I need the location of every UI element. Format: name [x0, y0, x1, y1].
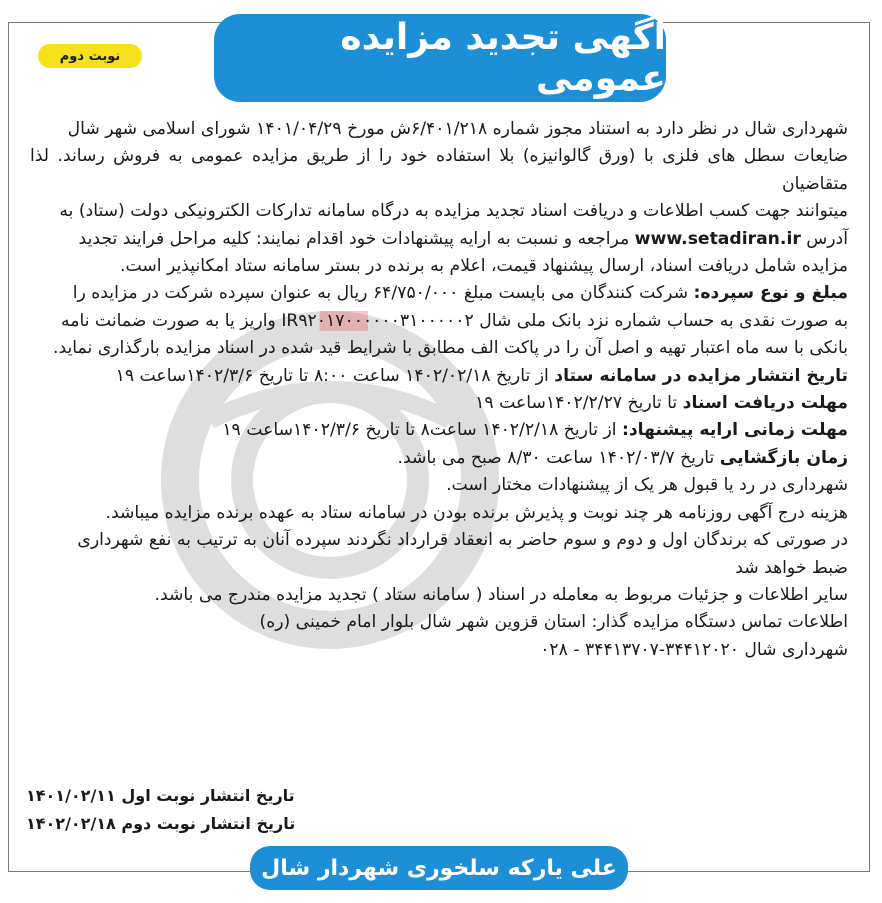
term-line: سایر اطلاعات و جزئیات مربوط به معامله در اسناد ( سامانه ستاد ) تجدید مزایده مندرج می باشد. [154, 584, 848, 605]
second-publication-date: تاریخ انتشار نوبت دوم ۱۴۰۲/۰۲/۱۸ [26, 814, 296, 833]
deposit-line: بانکی با سه ماه اعتبار تهیه و اصل آن را در پاکت الف مطابق با شرایط قید شده در اسناد مزایده بارگذاری نماید. [53, 338, 848, 359]
offer-label: مهلت زمانی ارایه پیشنهاد: [621, 420, 848, 441]
website-link[interactable]: www.setadiran.ir [634, 228, 801, 249]
intro-line: مزایده شامل دریافت اسناد، ارسال پیشنهاد قیمت، اعلام به برنده در بستر سامانه ستاد امکانپذیر است. [119, 256, 848, 277]
notice-body [30, 116, 848, 664]
term-line: ضبط خواهد شد [735, 557, 848, 578]
iban-number: IR۹۲۰۱۷۰۰۰۰۰۰۳۱۰۰۰۰۰۲ [281, 310, 474, 331]
contact-line: اطلاعات تماس دستگاه مزایده گذار: استان قزوین شهر شال بلوار امام خمینی (ره) [259, 612, 848, 633]
deposit-line [30, 280, 848, 307]
deposit-account-text: به صورت نقدی به حساب شماره نزد بانک ملی شال [479, 310, 848, 331]
opening-text: تاریخ ۱۴۰۲/۰۳/۷ ساعت ۸/۳۰ صبح می باشد. [397, 447, 715, 468]
intro-line: ضایعات سطل های فلزی با (ورق گالوانیزه) بلا استفاده خود را از طریق مزایده عمومی به فروش رساند. لذا متقاضیان [30, 146, 848, 194]
deposit-guarantee-text: واریز یا به صورت ضمانت نامه [61, 310, 276, 331]
opening-label: زمان بازگشایی [719, 447, 848, 468]
intro-line: میتوانند جهت کسب اطلاعات و دریافت اسناد تجدید مزایده به درگاه سامانه تدارکات الکترونیکی دولت (ستاد) به [59, 201, 848, 222]
schedule-line [30, 417, 848, 444]
publish-label: تاریخ انتشار مزایده در سامانه ستاد [554, 365, 848, 386]
schedule-line [30, 363, 848, 390]
offer-text: از تاریخ ۱۴۰۲/۲/۱۸ ساعت۸ تا تاریخ ۱۴۰۲/۳/۶ساعت ۱۹ [222, 420, 617, 441]
intro-line: شهرداری شال در نظر دارد به استناد مجوز شماره ۶/۴۰۱/۲۱۸ش مورخ ۱۴۰۱/۰۴/۲۹ شورای اسلامی شهر شال [67, 119, 848, 139]
term-line: در صورتی که برندگان اول و دوم و سوم حاضر به انعقاد قرارداد نگردند سپرده آنان به ترتیب به نفع شهرداری [77, 530, 848, 551]
docs-text: تا تاریخ ۱۴۰۲/۲/۲۷ساعت ۱۹ [475, 393, 678, 414]
notice-title: آگهی تجدید مزایده عمومی [214, 14, 666, 102]
schedule-line [30, 445, 848, 472]
address-label: آدرس [806, 228, 848, 249]
deposit-text: شرکت کنندگان می بایست مبلغ ۶۴/۷۵۰/۰۰۰ ریال به عنوان سپرده شرکت در مزایده را [72, 283, 689, 304]
deposit-label: مبلغ و نوع سپرده: [693, 283, 848, 304]
publish-text: از تاریخ ۱۴۰۲/۰۲/۱۸ ساعت ۸:۰۰ تا تاریخ ۱۴۰۲/۳/۶ساعت ۱۹ [115, 365, 549, 386]
publication-round-badge: نوبت دوم [38, 44, 142, 68]
term-line: شهرداری در رد یا قبول هر یک از پیشنهادات مختار است. [446, 475, 848, 496]
deposit-line [30, 308, 848, 335]
term-line: هزینه درج آگهی روزنامه هر چند نوبت و پذیرش برنده بودن در سامانه ستاد به عهده برنده مزایده میباشد. [105, 502, 848, 523]
contact-phone: شهرداری شال ۳۴۴۱۲۰۲۰-۳۴۴۱۳۷۰۷ - ۰۲۸ [540, 639, 848, 660]
signature-banner: علی یارکه سلخوری شهردار شال [250, 846, 628, 890]
schedule-line [30, 390, 848, 417]
intro-line [30, 226, 848, 253]
first-publication-date: تاریخ انتشار نوبت اول ۱۴۰۱/۰۲/۱۱ [26, 786, 295, 805]
docs-label: مهلت دریافت اسناد [682, 393, 848, 414]
address-tail: مراجعه و نسبت به ارایه پیشنهادات خود اقدام نمایند: کلیه مراحل فرایند تجدید [78, 228, 630, 249]
